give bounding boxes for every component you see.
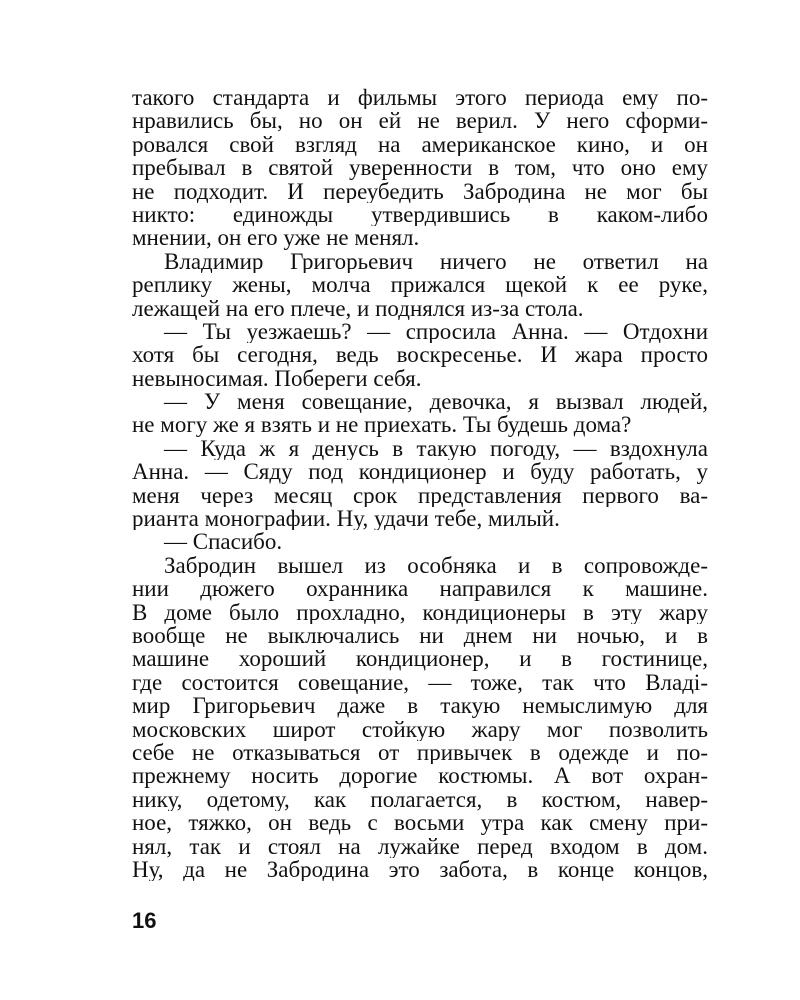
text-line: нравились бы, но он ей не верил. У него сформи- — [132, 109, 708, 133]
body-text — [132, 86, 708, 881]
text-line: Владимир Григорьевич ничего не ответил на — [164, 249, 708, 274]
text-line: мнении, он его уже не менял. — [132, 226, 420, 250]
text-line: лежащей на его плече, и поднялся из-за стола. — [132, 296, 584, 320]
text-line: реплику жены, молча прижался щекой к ее руке, — [132, 273, 708, 297]
text-line: — Ты уезжаешь? — спросила Анна. — Отдохни — [164, 319, 708, 344]
text-line: Забродин вышел из особняка и в сопровожде- — [164, 553, 708, 578]
text-line: мир Григорьевич даже в такую немыслимую для — [132, 694, 708, 718]
text-line: не подходит. И переубедить Забродина не мог бы — [132, 179, 708, 203]
text-line: прежнему носить дорогие костюмы. А вот охран- — [132, 764, 708, 788]
text-line: себе не отказываться от привычек в одежде и по- — [132, 740, 708, 765]
text-line: ное, тяжко, он ведь с восьми утра как смену при- — [132, 811, 708, 835]
text-line: никто: единожды утвердившись в каком-либо — [132, 202, 708, 227]
text-line: Ну, да не Забродина это забота, в конце концов, — [132, 857, 708, 882]
text-line: нял, так и стоял на лужайке перед входом в дом. — [132, 834, 708, 858]
text-line: где состоится совещание, — тоже, так что Владі- — [132, 670, 708, 695]
text-line: — Куда ж я денусь в такую погоду, — вздохнула — [164, 436, 708, 461]
text-line: нику, одетому, как полагается, в костюм, навер- — [132, 787, 708, 812]
text-line: нии дюжего охранника направился к машине. — [132, 577, 708, 601]
text-line: хотя бы сегодня, ведь воскресенье. И жара просто — [132, 343, 708, 367]
text-line: вообще не выключались ни днем ни ночью, и в — [132, 623, 708, 648]
text-line: Анна. — Сяду под кондиционер и буду работать, у — [132, 460, 708, 484]
text-line: рианта монографии. Ну, удачи тебе, милый. — [132, 507, 560, 531]
text-line: — Спасибо. — [164, 530, 283, 554]
page-number: 16 — [132, 908, 157, 933]
text-line: такого стандарта и фильмы этого периода ему по- — [132, 86, 708, 110]
text-line: пребывал в святой уверенности в том, что оно ему — [132, 156, 708, 180]
text-line: машине хороший кондиционер, и в гостинице, — [132, 647, 708, 671]
text-line: московских широт стойкую жару мог позволить — [132, 717, 708, 741]
text-line: В доме было прохладно, кондиционеры в эту жару — [132, 600, 708, 624]
text-line: ровался свой взгляд на американское кино, и он — [132, 132, 708, 157]
text-line: меня через месяц срок представления первого ва- — [132, 483, 708, 508]
text-line: — У меня совещание, девочка, я вызвал людей, — [164, 390, 708, 414]
text-line: невыносимая. Побереги себя. — [132, 366, 422, 391]
text-line: не могу же я взять и не приехать. Ты будешь дома? — [132, 413, 632, 437]
